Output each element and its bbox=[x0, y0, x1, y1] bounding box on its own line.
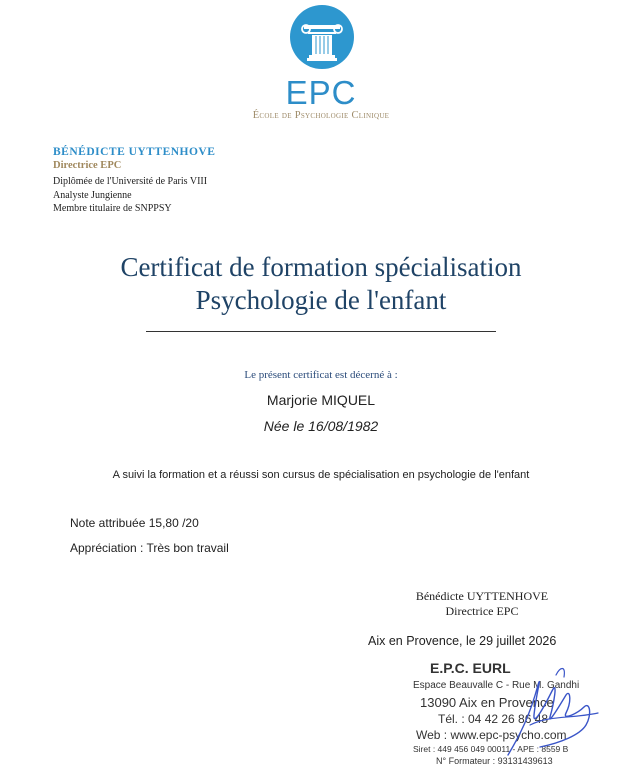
stamp-formateur: N° Formateur : 93131439613 bbox=[436, 756, 553, 766]
handwritten-signature bbox=[500, 655, 610, 765]
title-divider bbox=[146, 331, 496, 332]
certificate-title: Certificat de formation spécialisation bbox=[120, 252, 522, 282]
credential-line: Membre titulaire de SNPPSY bbox=[53, 203, 172, 214]
grade: Note attribuée 15,80 /20 bbox=[70, 516, 199, 530]
recipient-name: Marjorie MIQUEL bbox=[266, 392, 376, 408]
awarded-label: Le présent certificat est décerné à : bbox=[244, 369, 398, 381]
director-name: BÉNÉDICTE UYTTENHOVE bbox=[53, 146, 216, 158]
stamp-city: 13090 Aix en Provence bbox=[420, 695, 554, 710]
stamp-siret: Siret : 449 456 049 00011 - APE : 8559 B bbox=[413, 744, 569, 754]
stamp-address: Espace Beauvalle C - Rue M. Gandhi bbox=[413, 680, 580, 691]
signatory-title: Directrice EPC bbox=[445, 604, 519, 618]
place-date: Aix en Provence, le 29 juillet 2026 bbox=[368, 634, 557, 648]
stamp-web: Web : www.epc-psycho.com bbox=[416, 728, 567, 742]
completion-statement: A suivi la formation et a réussi son cursus de spécialisation en psychologie de l'enfant bbox=[112, 469, 530, 481]
director-title: Directrice EPC bbox=[53, 160, 122, 171]
stamp-phone: Tél. : 04 42 26 86 48 bbox=[438, 712, 549, 726]
school-name: École de Psychologie Clinique bbox=[252, 110, 390, 121]
column-icon bbox=[290, 5, 354, 69]
signatory-name: Bénédicte UYTTENHOVE bbox=[415, 589, 549, 603]
recipient-birth: Née le 16/08/1982 bbox=[263, 418, 379, 434]
credential-line: Diplômée de l'Université de Paris VIII bbox=[53, 176, 208, 187]
logo-emblem bbox=[290, 5, 354, 69]
stamp-company: E.P.C. EURL bbox=[430, 660, 511, 676]
logo-text: EPC bbox=[285, 74, 357, 111]
credential-line: Analyste Jungienne bbox=[53, 190, 132, 201]
appreciation: Appréciation : Très bon travail bbox=[70, 541, 229, 555]
certificate-subtitle: Psychologie de l'enfant bbox=[195, 285, 447, 315]
